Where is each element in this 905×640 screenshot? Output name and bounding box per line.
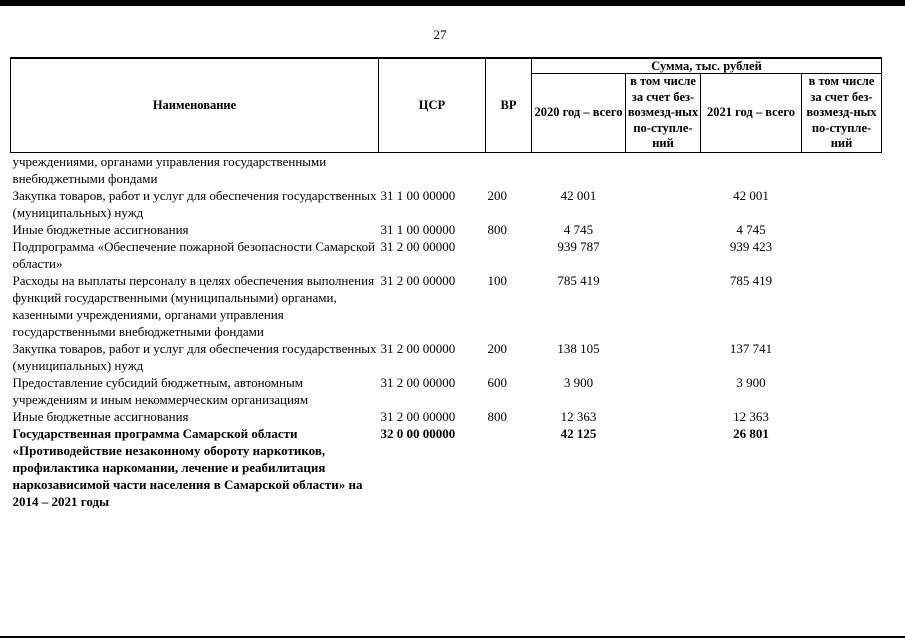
- header-2021-total: 2021 год – всего: [701, 74, 802, 153]
- row-2021-free: [802, 238, 882, 272]
- table-row: [11, 238, 882, 272]
- row-vr: 200: [487, 187, 507, 203]
- row-2021-free: [802, 152, 882, 187]
- row-2020-total: 3 900: [563, 374, 594, 390]
- row-vr: 800: [487, 221, 507, 237]
- header-name: Наименование: [11, 58, 379, 152]
- table-row: [11, 408, 882, 425]
- row-2021-free: [802, 340, 882, 374]
- row-name: Государственная программа Самарской области «Противодействие незаконному обороту наркотиков, профилактика наркомании, лечение и реабилитация наркозависимой части населения в Самарской области» на 2014 – 2021 годы: [12, 425, 363, 509]
- row-2021-total: 3 900: [736, 374, 766, 390]
- row-csr: 32 0 00 00000: [380, 425, 456, 441]
- header-2020-total: 2020 год – всего: [532, 74, 626, 153]
- row-name: Расходы на выплаты персоналу в целях обеспечения выполнения функций государственными (муниципальными) органами, казенными учреждениями, органами управления государственными внебюджетными фондами: [12, 272, 375, 339]
- row-2020-free: [626, 374, 701, 408]
- table-row: [11, 272, 882, 340]
- table-body: [11, 152, 882, 510]
- table-row: [11, 221, 882, 238]
- bottom-border: [0, 636, 905, 638]
- row-2021-total: 939 423: [729, 238, 773, 254]
- row-2020-total: 4 745: [563, 221, 594, 237]
- row-2021-total: 42 001: [733, 187, 769, 203]
- header-vr: ВР: [486, 58, 532, 152]
- row-2020-free: [626, 425, 701, 510]
- row-2021-total: 4 745: [736, 221, 766, 237]
- row-name: Закупка товаров, работ и услуг для обеспечения государственных (муниципальных) нужд: [12, 187, 377, 220]
- row-vr: 600: [487, 374, 507, 390]
- row-vr: [486, 152, 532, 187]
- row-name: Подпрограмма «Обеспечение пожарной безопасности Самарской области»: [12, 238, 376, 271]
- table-row: [11, 340, 882, 374]
- row-csr: 31 2 00 00000: [380, 374, 456, 390]
- row-2020-free: [626, 152, 701, 187]
- row-2021-total: 785 419: [729, 272, 773, 288]
- budget-table: [10, 57, 882, 510]
- table-row: [11, 187, 882, 221]
- row-2021-free: [802, 408, 882, 425]
- row-2020-free: [626, 408, 701, 425]
- row-2021-free: [802, 221, 882, 238]
- row-name: Закупка товаров, работ и услуг для обеспечения государственных (муниципальных) нужд: [12, 340, 377, 373]
- row-2020-total: 42 125: [560, 425, 597, 441]
- header-2021-free: в том числе за счет без-возмезд-ных по-ступле-ний: [802, 74, 882, 153]
- row-vr: [486, 425, 532, 510]
- row-2020-total: [532, 152, 626, 187]
- table-row: [11, 152, 882, 187]
- row-csr: 31 1 00 00000: [380, 187, 456, 203]
- row-2021-total: 26 801: [733, 425, 769, 441]
- row-vr: 100: [487, 272, 507, 288]
- row-2020-free: [626, 238, 701, 272]
- row-2020-total: 12 363: [560, 408, 597, 424]
- row-2021-free: [802, 272, 882, 340]
- row-csr: 31 2 00 00000: [380, 238, 456, 254]
- page-number: 27: [433, 27, 447, 42]
- header-csr: ЦСР: [379, 58, 486, 152]
- row-2020-total: 939 787: [557, 238, 600, 254]
- row-vr: 200: [487, 340, 507, 356]
- row-name: Иные бюджетные ассигнования: [12, 221, 189, 237]
- row-csr: 31 2 00 00000: [380, 408, 456, 424]
- row-2021-free: [802, 425, 882, 510]
- row-csr: 31 2 00 00000: [380, 272, 456, 288]
- top-border: [0, 0, 905, 6]
- row-2020-total: 785 419: [557, 272, 600, 288]
- row-2020-free: [626, 221, 701, 238]
- row-csr: [379, 152, 486, 187]
- table-row: [11, 425, 882, 510]
- row-2021-total: 12 363: [733, 408, 769, 424]
- row-2020-total: 138 105: [557, 340, 600, 356]
- row-2020-free: [626, 340, 701, 374]
- row-2021-total: 137 741: [729, 340, 773, 356]
- row-2020-free: [626, 187, 701, 221]
- row-csr: 31 1 00 00000: [380, 221, 456, 237]
- row-2021-free: [802, 374, 882, 408]
- row-vr: [486, 238, 532, 272]
- header-2020-free: в том числе за счет без-возмезд-ных по-ступле-ний: [626, 74, 701, 153]
- row-name: Иные бюджетные ассигнования: [12, 408, 189, 424]
- row-vr: 800: [487, 408, 507, 424]
- row-2021-free: [802, 187, 882, 221]
- row-2021-total: [701, 152, 802, 187]
- header-sum: Сумма, тыс. рублей: [532, 58, 882, 74]
- row-2020-total: 42 001: [560, 187, 597, 203]
- row-2020-free: [626, 272, 701, 340]
- row-name: учреждениями, органами управления государственными внебюджетными фондами: [12, 153, 327, 186]
- table-row: [11, 374, 882, 408]
- row-name: Предоставление субсидий бюджетным, автономным учреждениям и иным некоммерческим организациям: [12, 374, 309, 407]
- row-csr: 31 2 00 00000: [380, 340, 456, 356]
